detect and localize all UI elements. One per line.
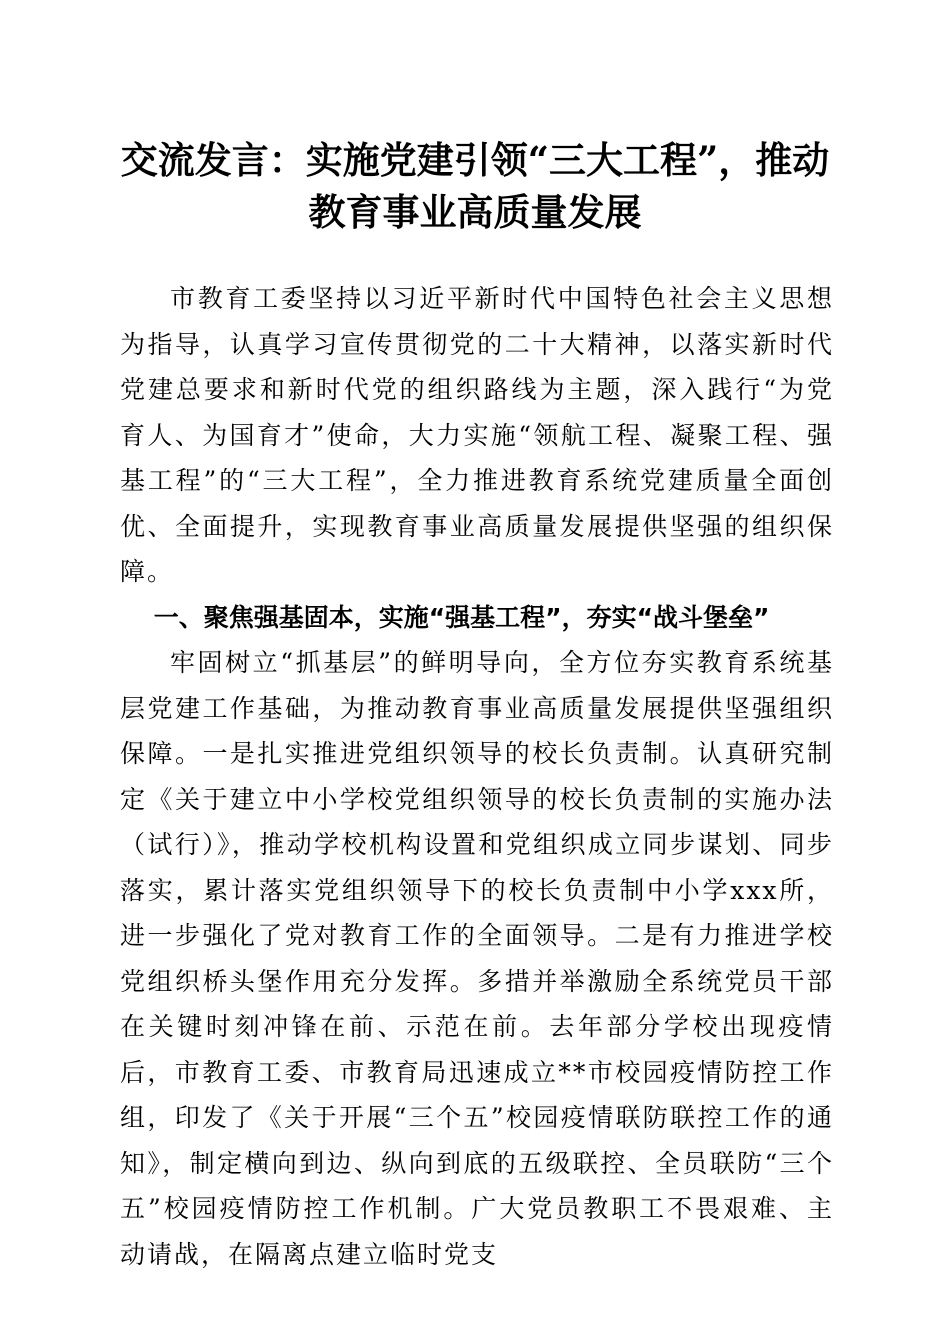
title-line-1: 交流发言：实施党建引领“三大工程”，推动 <box>120 138 830 182</box>
section-1-paragraph: 牢固树立“抓基层”的鲜明导向，全方位夯实教育系统基层党建工作基础，为推动教育事业高质量发展提供坚强组织保障。一是扎实推进党组织领导的校长负责制。认真研究制定《关于建立中小学校党组织领导的校长负责制的实施办法（试行）》，推动学校机构设置和党组织成立同步谋划、同步落实，累计落实党组织领导下的校长负责制中小学xxx所，进一步强化了党对教育工作的全面领导。二是有力推进学校党组织桥头堡作用充分发挥。多措并举激励全系统党员干部在关键时刻冲锋在前、示范在前。去年部分学校出现疫情后，市教育工委、市教育局迅速成立**市校园疫情防控工作组，印发了《关于开展“三个五”校园疫情联防联控工作的通知》，制定横向到边、纵向到底的五级联控、全员联防“三个五”校园疫情防控工作机制。广大党员教职工不畏艰难、主动请战，在隔离点建立临时党支 <box>120 648 834 1269</box>
title-line-2: 教育事业高质量发展 <box>308 190 642 234</box>
intro-paragraph: 市教育工委坚持以习近平新时代中国特色社会主义思想为指导，认真学习宣传贯彻党的二十大精神，以落实新时代党建总要求和新时代党的组织路线为主题，深入践行“为党育人、为国育才”使命，大力实施“领航工程、凝聚工程、强基工程”的“三大工程”，全力推进教育系统党建质量全面创优、全面提升，实现教育事业高质量发展提供坚强的组织保障。 <box>120 284 834 586</box>
document-title <box>100 134 850 238</box>
section-1-heading: 一、聚焦强基固本，实施“强基工程”，夯实“战斗堡垒” <box>153 602 770 632</box>
document-body <box>120 276 834 1277</box>
